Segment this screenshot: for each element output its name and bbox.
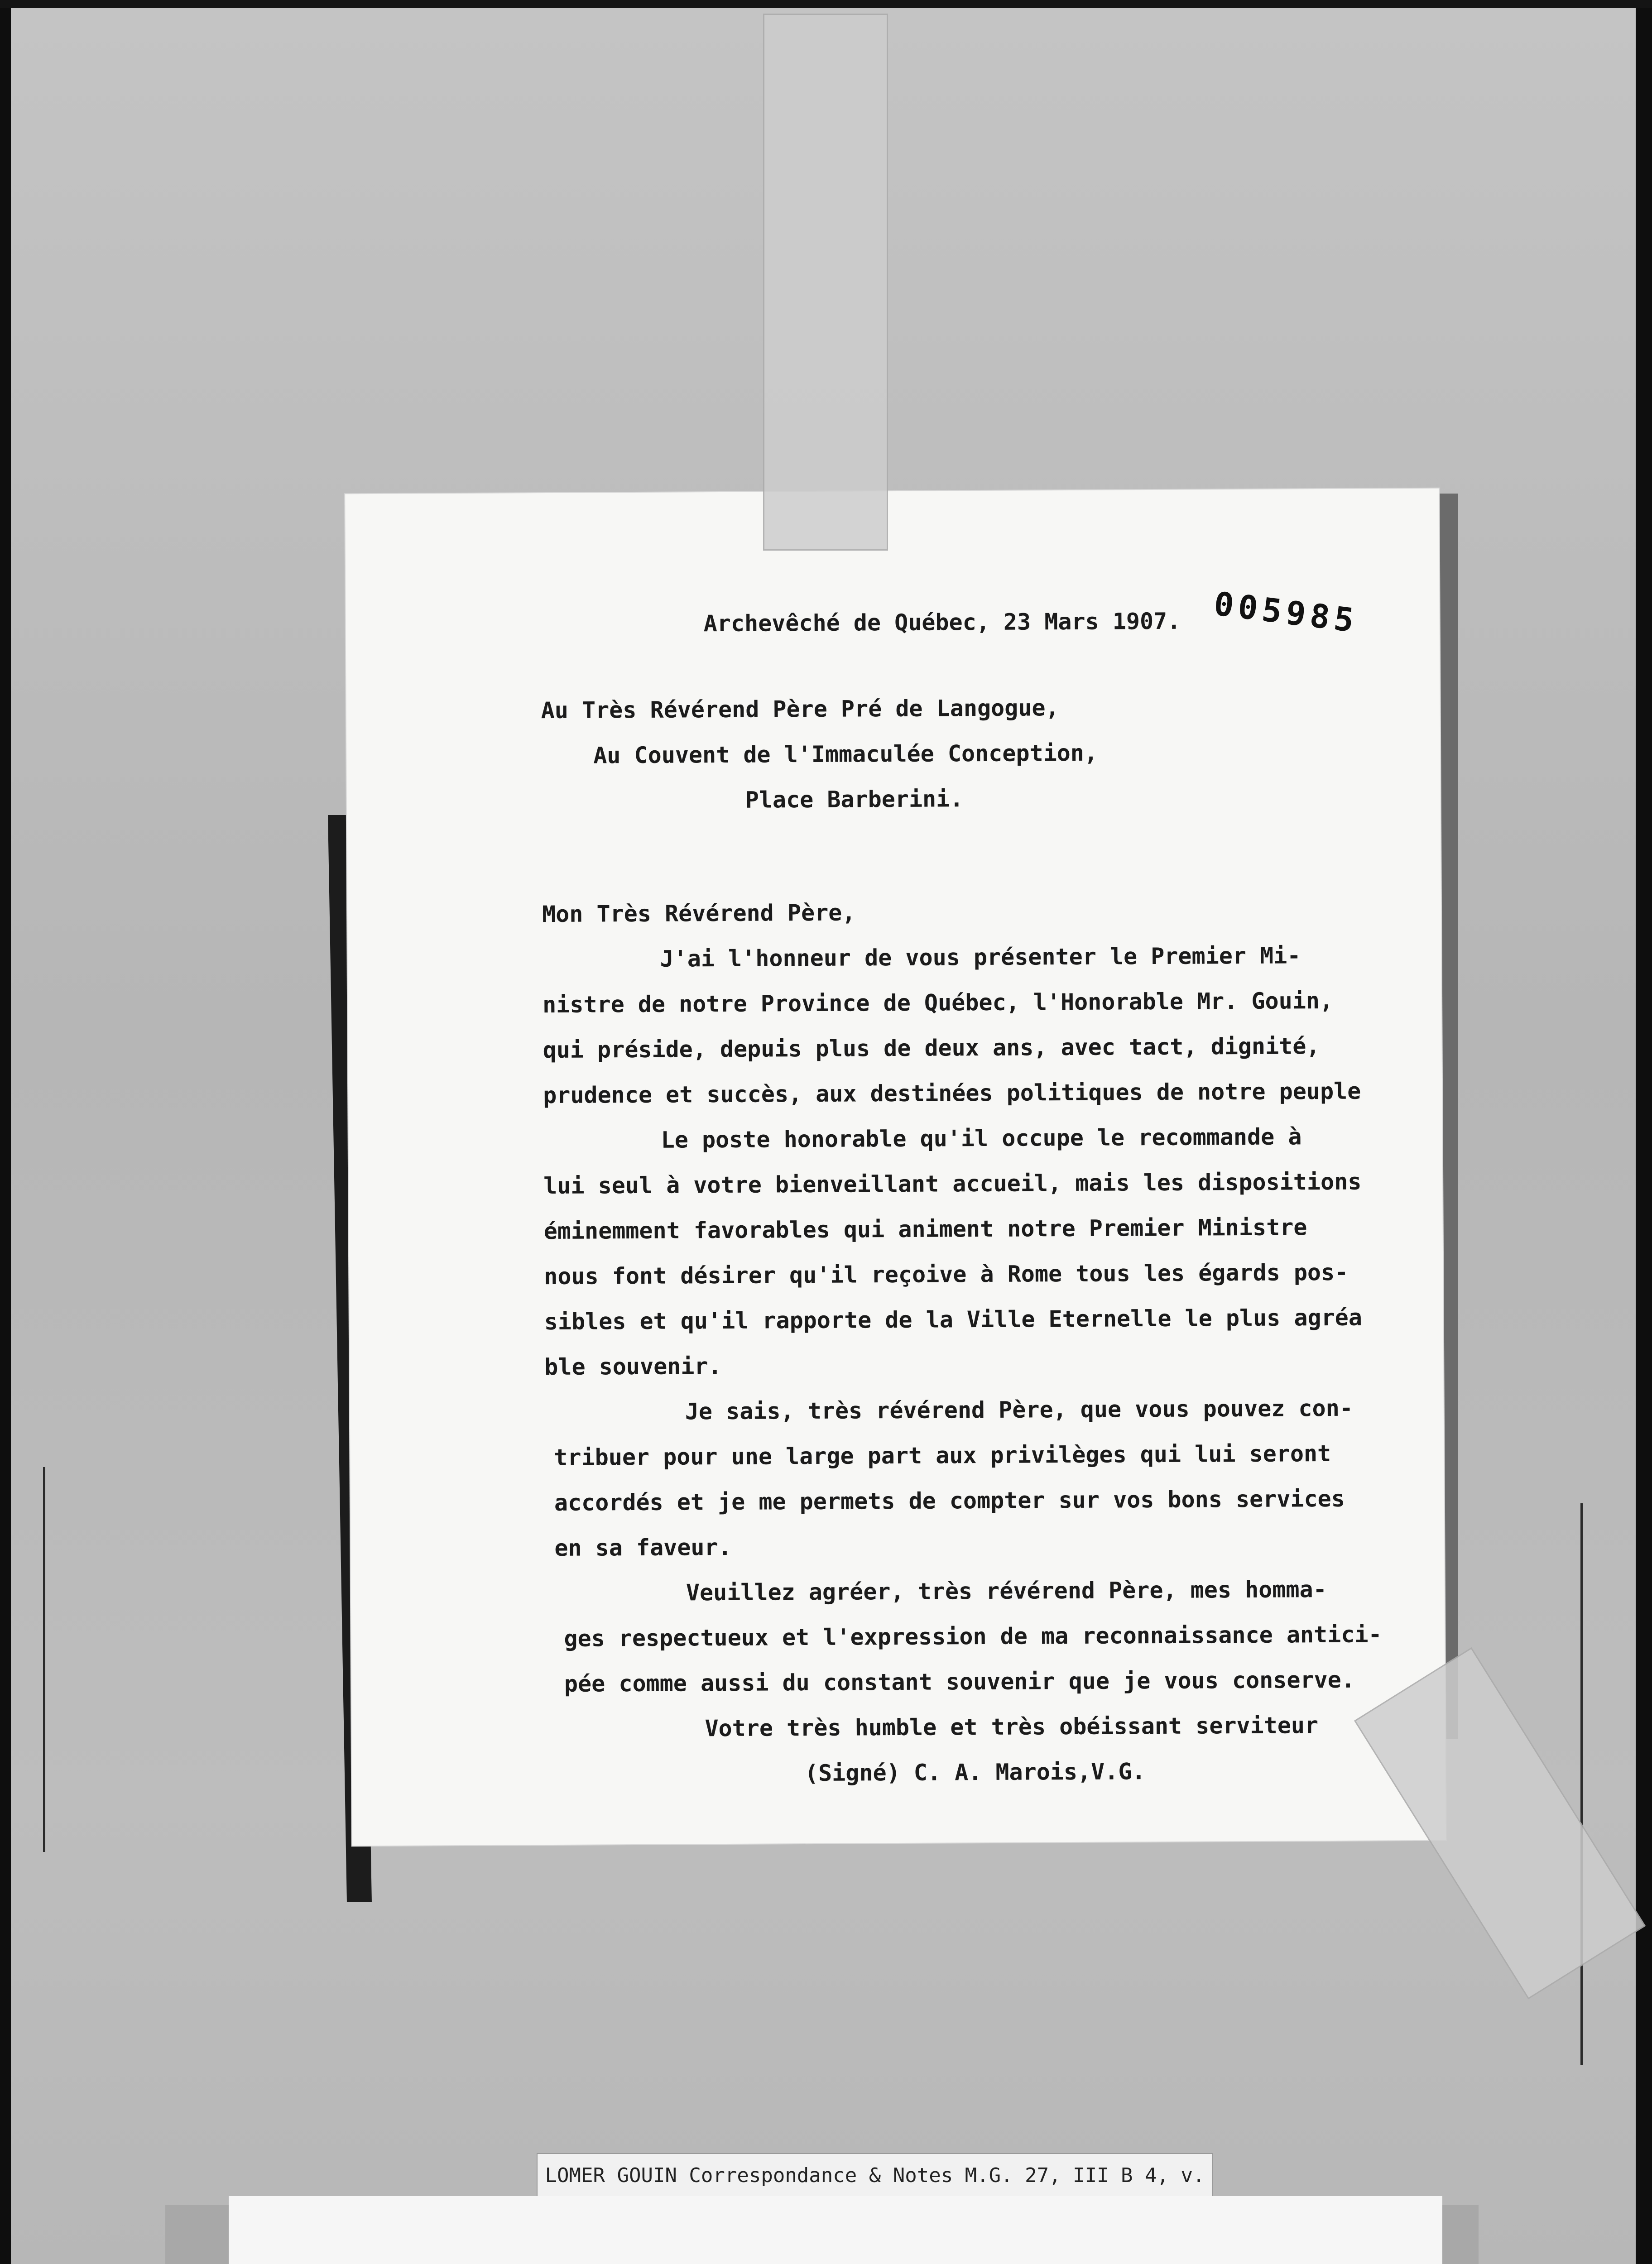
addressee-line-3: Place Barberini. — [745, 786, 964, 813]
tape-top — [763, 14, 888, 551]
salutation: Mon Très Révérend Père, — [542, 899, 856, 928]
scan-mark-right — [1580, 1503, 1583, 2065]
signature-line: (Signé) C. A. Marois,V.G. — [804, 1758, 1146, 1787]
film-edge-top — [0, 0, 1652, 8]
body-line: prudence et succès, aux destinées politiques de notre peuple — [543, 1078, 1361, 1109]
scan-mark-left — [43, 1467, 45, 1852]
body-line: qui préside, depuis plus de deux ans, avec tact, dignité, — [543, 1033, 1320, 1064]
reference-stamp-number: 005985 — [1212, 584, 1361, 640]
body-line: tribuer pour une large part aux privilèges qui lui seront — [554, 1440, 1331, 1471]
body-line: Le poste honorable qu'il occupe le recommande à — [661, 1123, 1302, 1153]
body-line: Veuillez agréer, très révérend Père, mes homma- — [686, 1576, 1327, 1606]
body-line: accordés et je me permets de compter sur vos bons services — [554, 1485, 1345, 1516]
addressee-line-1: Au Très Révérend Père Pré de Langogue, — [541, 695, 1059, 724]
body-line: J'ai l'honneur de vous présenter le Premier Mi- — [660, 942, 1301, 972]
body-line: nistre de notre Province de Québec, l'Honorable Mr. Gouin, — [542, 987, 1334, 1018]
closing-line: Votre très humble et très obéissant serviteur — [705, 1712, 1319, 1742]
archive-reference-label: LOMER GOUIN Correspondance & Notes M.G. 27, III B 4, v. — [537, 2153, 1213, 2198]
letter-dateline: Archevêché de Québec, 23 Mars 1907. — [703, 608, 1181, 637]
body-line: pée comme aussi du constant souvenir que je vous conserve. — [564, 1666, 1355, 1697]
body-line: ges respectueux et l'expression de ma reconnaissance antici- — [564, 1621, 1382, 1652]
archive-card — [229, 2196, 1442, 2264]
body-line: ble souvenir. — [544, 1353, 722, 1381]
body-line: sibles et qu'il rapporte de la Ville Eternelle le plus agréa — [544, 1304, 1363, 1335]
film-edge-left — [0, 0, 11, 2264]
body-line: Je sais, très révérend Père, que vous pouvez con- — [685, 1395, 1353, 1425]
body-line: éminemment favorables qui animent notre Premier Ministre — [543, 1214, 1307, 1245]
body-line: nous font désirer qu'il reçoive à Rome tous les égards pos- — [544, 1259, 1349, 1290]
letter-page — [345, 489, 1446, 1846]
body-line: lui seul à votre bienveillant accueil, mais les dispositions — [543, 1168, 1362, 1199]
addressee-line-2: Au Couvent de l'Immaculée Conception, — [593, 739, 1098, 769]
body-line: en sa faveur. — [554, 1534, 732, 1561]
